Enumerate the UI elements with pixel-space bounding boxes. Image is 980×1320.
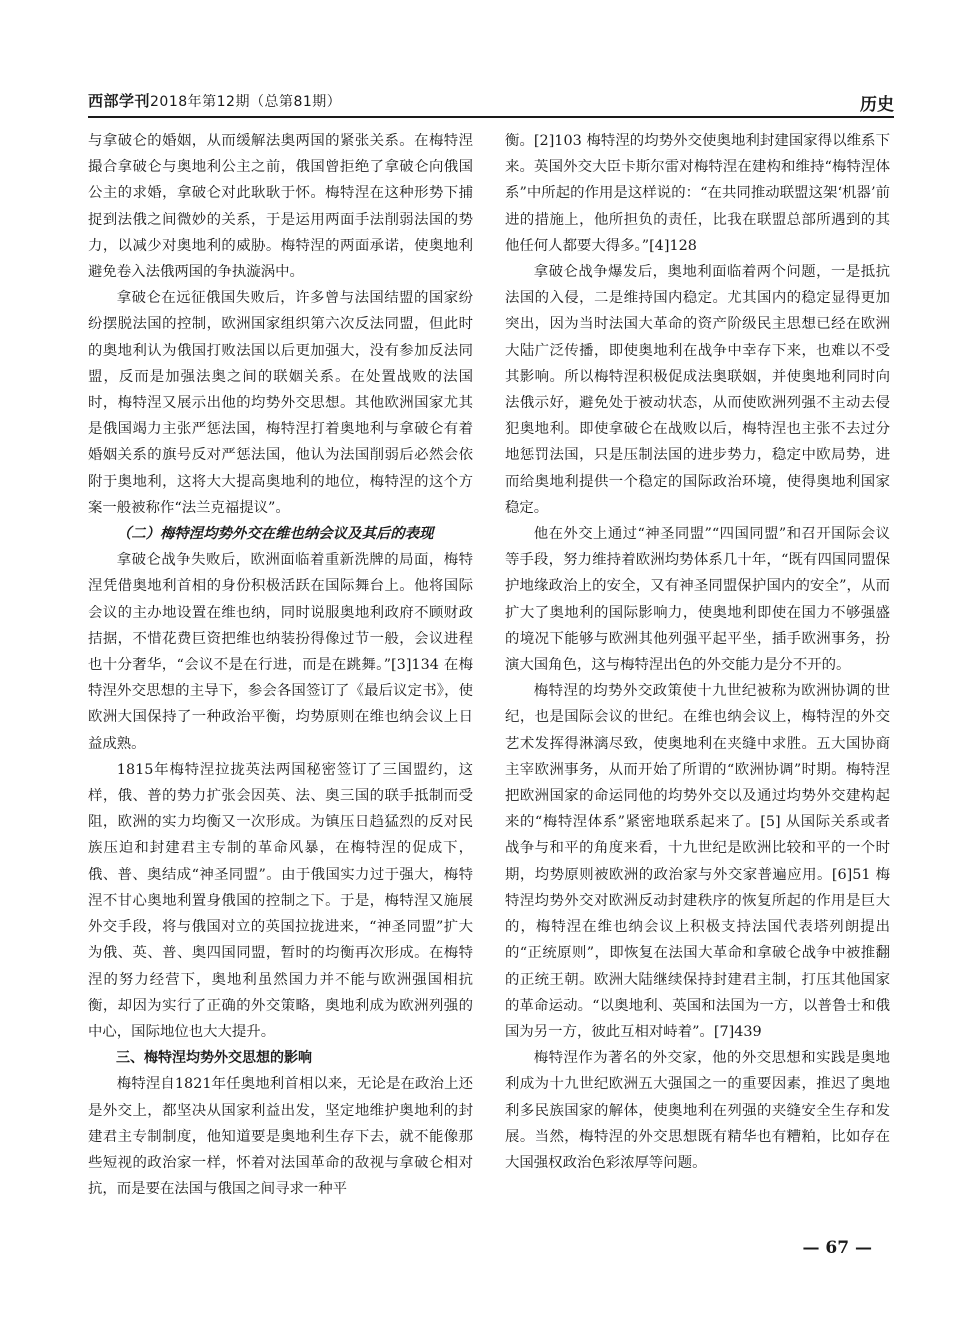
paragraph: 梅特涅的均势外交政策使十九世纪被称为欧洲协调的世纪，也是国际会议的世纪。在维也纳会议上，梅特涅的外交艺术发挥得淋漓尽致，使奥地利在夹缝中求胜。五大国协商主宰欧洲事务，从而开始了所谓的“欧洲协调”时期。梅特涅把欧洲国家的命运同他的均势外交以及通过均势外交建构起来的“梅特涅体系”紧密地联系起来了。[5] 从国际关系或者战争与和平的角度来看，十九世纪是欧洲比较和平的一个时期，均势原则被欧洲的政治家与外交家普遍应用。[6]51 梅特涅均势外交对欧洲反动封建秩序的恢复所起的作用是巨大的，梅特涅在维也纳会议上积极支持法国代表塔列朗提出的“正统原则”，即恢复在法国大革命和拿破仑战争中被推翻的正统王朝。欧洲大陆继续保持封建君主制，打压其他国家的革命运动。“以奥地利、英国和法国为一方，以普鲁士和俄国为另一方，彼此互相对峙着”。[7]439: [505, 683, 890, 1040]
issue-info: 2018年第12期（总第81期）: [150, 94, 342, 110]
paragraph: 与拿破仑的婚姻，从而缓解法奥两国的紧张关系。在梅特涅撮合拿破仑与奥地利公主之前，俄国曾拒绝了拿破仑向俄国公主的求婚，拿破仑对此耿耿于怀。梅特涅在这种形势下捕捉到法俄之间微妙的关系，于是运用两面手法削弱法国的势力，以减少对奥地利的威胁。梅特涅的两面承诺，使奥地利避免卷入法俄两国的争执漩涡中。: [88, 133, 473, 281]
paragraph: 梅特涅作为著名的外交家，他的外交思想和实践是奥地利成为十九世纪欧洲五大强国之一的重要因素，推迟了奥地利多民族国家的解体，使奥地利在列强的夹缝安全生存和发展。当然，梅特涅的外交思想既有精华也有糟粕，比如存在大国强权政治色彩浓厚等问题。: [505, 1050, 890, 1171]
left-column: [88, 128, 473, 1202]
paragraph: 拿破仑战争爆发后，奥地利面临着两个问题，一是抵抗法国的入侵，二是维持国内稳定。尤其国内的稳定显得更加突出，因为当时法国大革命的资产阶级民主思想已经在欧洲大陆广泛传播，即使奥地利在战争中幸存下来，也难以不受其影响。所以梅特涅积极促成法奥联姻，并使奥地利同时向法俄示好，避免处于被动状态，从而使欧洲列强不主动去侵犯奥地利。即使拿破仑在战败以后，梅特涅也主张不去过分地惩罚法国，只是压制法国的进步势力，稳定中欧局势，进而给奥地利提供一个稳定的国际政治环境，使得奥地利国家稳定。: [505, 264, 890, 516]
section-label: 历史: [860, 95, 894, 115]
journal-name: 西部学刊: [88, 92, 151, 110]
paragraph: 梅特涅自1821年任奥地利首相以来，无论是在政治上还是外交上，都坚决从国家利益出发，坚定地维护奥地利的封建君主专制制度，他知道要是奥地利生存下去，就不能像那些短视的政治家一样，怀着对法国革命的敌视与拿破仑相对抗，而是要在法国与俄国之间寻求一种平: [88, 1076, 473, 1198]
right-column: [505, 128, 890, 1176]
paragraph: 拿破仑在远征俄国失败后，许多曾与法国结盟的国家纷纷摆脱法国的控制，欧洲国家组织第六次反法同盟，但此时的奥地利认为俄国打败法国以后更加强大，没有参加反法同盟，反而是加强法奥之间的联姻关系。在处置战败的法国时，梅特涅又展示出他的均势外交思想。其他欧洲国家尤其是俄国竭力主张严惩法国，梅特涅打着奥地利与拿破仑有着婚姻关系的旗号反对严惩法国，他认为法国削弱后必然会依附于奥地利，这将大大提高奥地利的地位，梅特涅的这个方案一般被称作“法兰克福提议”。: [88, 290, 473, 516]
header-rule: [88, 116, 894, 118]
journal-title: [88, 90, 341, 111]
running-header: [88, 90, 894, 115]
section-heading: 三、梅特涅均势外交思想的影响: [116, 1050, 312, 1067]
paragraph: 1815年梅特涅拉拢英法两国秘密签订了三国盟约，这样，俄、普的势力扩张会因英、法、奥三国的联手抵制而受阻，欧洲的实力均衡又一次形成。为镇压日趋猛烈的反对民族压迫和封建君主专制的革命风暴，在梅特涅的促成下，俄、普、奥结成“神圣同盟”。由于俄国实力过于强大，梅特涅不甘心奥地利置身俄国的控制之下。于是，梅特涅又施展外交手段，将与俄国对立的英国拉拢进来，“神圣同盟”扩大为俄、英、普、奥四国同盟，暂时的均衡再次形成。在梅特涅的努力经营下，奥地利虽然国力并不能与欧洲强国相抗衡，却因为实行了正确的外交策略，奥地利成为欧洲列强的中心，国际地位也大大提升。: [88, 761, 473, 1040]
section-heading: （二）梅特涅均势外交在维也纳会议及其后的表现: [116, 525, 434, 543]
paragraph: 拿破仑战争失败后，欧洲面临着重新洗牌的局面，梅特涅凭借奥地利首相的身份积极活跃在国际舞台上。他将国际会议的主办地设置在维也纳，同时说服奥地利政府不顾财政拮据，不惜花费巨资把维也纳装扮得像过节一般，会议进程也十分奢华，“会议不是在行进，而是在跳舞。”[3]134 在梅特涅外交思想的主导下，参会各国签订了《最后议定书》，使欧洲大国保持了一种政治平衡，均势原则在维也纳会议上日益成熟。: [88, 552, 473, 752]
paragraph: 他在外交上通过“神圣同盟”“四国同盟”和召开国际会议等手段，努力维持着欧洲均势体系几十年，“既有四国同盟保护地缘政治上的安全，又有神圣同盟保护国内的安全”，从而扩大了奥地利的国际影响力，使奥地利即使在国力不够强盛的境况下能够与欧洲其他列强平起平坐，插手欧洲事务，扮演大国角色，这与梅特涅出色的外交能力是分不开的。: [505, 526, 890, 674]
page-number: — 67 —: [802, 1238, 872, 1258]
paragraph: 衡。[2]103 梅特涅的均势外交使奥地利封建国家得以维系下来。英国外交大臣卡斯尔雷对梅特涅在建构和维持“梅特涅体系”中所起的作用是这样说的：“在共同推动联盟这架‘机器’前进的措施上，他所担负的责任，比我在联盟总部所遇到的其他任何人都要大得多。”[4]128: [505, 133, 890, 254]
